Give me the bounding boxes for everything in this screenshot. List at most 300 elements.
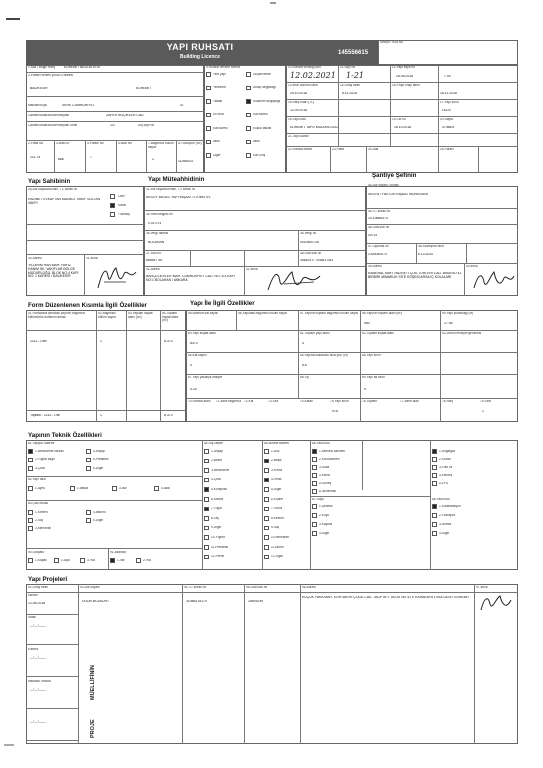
yapi-tarzi-checkbox-1[interactable] bbox=[28, 486, 33, 491]
section-yapi-ozellikleri: Yapı İle İlgili Özellikler bbox=[190, 300, 255, 307]
su-option-4: 4-Diğer bbox=[319, 531, 330, 535]
yapi-harc-label: 78-Harç bbox=[442, 400, 454, 403]
form-col-usage: 51-Ruhsatına alınacak yapının bağımsız bölümünün kullanım amacı bbox=[28, 312, 86, 319]
proj-mimari-tc: 31466378174 bbox=[186, 600, 207, 603]
form-row-units: 1 bbox=[100, 340, 102, 343]
section-sahibi: Yapı Sahibinin bbox=[28, 178, 71, 185]
santiye-oda-label: 46-Oda sicil no bbox=[368, 226, 390, 229]
otopark-checkbox-3[interactable] bbox=[80, 558, 85, 563]
otopark-option-3: 3-Yok bbox=[87, 558, 96, 562]
enerji-option-4: 4-Klima bbox=[319, 473, 330, 477]
ref-label: Seviye / Kod No bbox=[380, 41, 403, 44]
harc-label: 16-Harç tutarı (TL) bbox=[288, 101, 315, 104]
parsel-value: 7 bbox=[90, 156, 92, 159]
dis-cephe-checkbox-5[interactable] bbox=[204, 487, 209, 492]
reason-a-option-5: Kat ilavesi bbox=[213, 126, 228, 130]
yakit-b-option-1: 1-Kanalizasyon bbox=[439, 504, 461, 508]
proj-col-date: 92-Onay tarihi bbox=[28, 586, 49, 589]
harc-value: 12.09.2018 bbox=[290, 109, 307, 112]
proj-type-1: Statik bbox=[28, 616, 36, 619]
isitma-checkbox-11[interactable] bbox=[264, 545, 269, 550]
reason-a-option-6: İlave bbox=[213, 140, 220, 143]
reason-b-checkbox-6[interactable] bbox=[246, 140, 251, 145]
santiye-sozlesme-label: 48-Sözleşme tarihi bbox=[418, 245, 445, 248]
santiye-sozlesme-value: 6.10.2020 bbox=[418, 253, 434, 256]
reason-b-option-3: Kullanım değişikliği bbox=[253, 99, 281, 103]
yapi-tip-label: 68-Tip bbox=[300, 376, 309, 379]
reason-b-option-2: Amaç değişikliği bbox=[253, 86, 276, 89]
sayfa-label: 20-Sayfa bbox=[440, 118, 453, 121]
su-option-1: 1-Şebeke bbox=[319, 504, 333, 508]
yapi-sinif2-label: 79-Sınıf bbox=[480, 400, 492, 403]
reason-a-checkbox-4[interactable] bbox=[206, 113, 211, 118]
reason-a-checkbox-1[interactable] bbox=[206, 72, 211, 77]
yapi-kayit-label: 12-Yapı kayıt no bbox=[392, 66, 415, 69]
asansor-label: 91-Asansör bbox=[110, 551, 127, 554]
yapi-kayit-value: 28.05.2018 bbox=[396, 75, 413, 78]
dis-cephe-option-4: 4-Çelik bbox=[211, 478, 221, 482]
site-label: Cadde/Sokak/Bulvar/Meydan önde bbox=[28, 124, 78, 127]
dis-cephe-checkbox-4[interactable] bbox=[204, 478, 209, 483]
sahibi-adres-value: YILDIRIM HAN MAH. HAFIZ HANIM SK. VAKIFLAR BÖLGE MÜDÜRLÜĞÜ, BLOK NO 4 KAPI NO: 1 KARESİ / BALIKESİR bbox=[28, 264, 79, 279]
yapi-alt-sinif-label: 69-Yapı alt sınıfı bbox=[362, 376, 385, 379]
yakit-b-checkbox-3[interactable] bbox=[432, 522, 437, 527]
isitma-option-5: 5-Diğer bbox=[271, 487, 282, 491]
ruhsat-date-label: 10-Ruhsat verildiği tarih bbox=[288, 66, 322, 69]
enerji-checkbox-3[interactable] bbox=[312, 465, 317, 470]
santiye-diploma-value: 1300050073 bbox=[368, 253, 387, 256]
ozel-label: Özel bbox=[118, 195, 125, 198]
dis-cephe-option-11: 11-Prefabrik bbox=[211, 545, 229, 549]
cadde-value: ZAFER NOÇİKLER CAD. bbox=[106, 114, 145, 117]
yapi-yukseklik-label: 59-Yapı yüksekliği (m) bbox=[442, 312, 474, 315]
cati-ortusu-checkbox-3[interactable] bbox=[28, 526, 33, 531]
reason-b-checkbox-1[interactable] bbox=[246, 72, 251, 77]
cadde-label: Cadde/Sokak/Bulvar/Meydan bbox=[28, 114, 70, 117]
reason-a-checkbox-6[interactable] bbox=[206, 140, 211, 145]
ada-value: EDREMIT BELEDİYESİ bbox=[64, 66, 100, 69]
ada3-label: 24-Ada bbox=[368, 148, 379, 151]
proj-row-divider-3 bbox=[26, 708, 78, 709]
dis-cephe-checkbox-2[interactable] bbox=[204, 459, 209, 464]
yapi-tarzi-label: 82-Yapı tarzı bbox=[28, 478, 47, 481]
reason-b-checkbox-3[interactable] bbox=[246, 99, 251, 104]
yapi-maliyet-label: 67-Yapı yaklaşık maliyet bbox=[188, 376, 223, 379]
yapi-insaat-label: 60-Yapı inşaat alanı bbox=[188, 332, 217, 335]
yapi-sinifi-label: 17-Yapı sınıfı bbox=[440, 101, 459, 104]
enerji-option-2: 2-Kat kaloriferi bbox=[319, 457, 340, 461]
cilt-label: 19-Cilt no bbox=[392, 118, 406, 121]
reason-b-option-1: Güçlendirme bbox=[253, 72, 272, 76]
tasiyici-checkbox-1[interactable] bbox=[28, 449, 33, 454]
isitma-checkbox-4[interactable] bbox=[264, 478, 269, 483]
enerji-checkbox-1[interactable] bbox=[312, 449, 317, 454]
yakit-b-option-3: 3-Arıtma bbox=[439, 522, 452, 526]
reason-a-option-1: Yeni yapı bbox=[213, 72, 226, 76]
kamu-checkbox[interactable] bbox=[110, 203, 115, 208]
santiye-adres-label: 49-Adresi bbox=[368, 265, 382, 268]
sayfa-value: 47/8803 bbox=[442, 126, 455, 129]
onay-date-label: 14-Onay tarihi bbox=[340, 84, 361, 87]
muteahhit-imza-label: 42-İmza bbox=[246, 268, 258, 271]
proj-date-blank-1[interactable]: __/__/____ bbox=[30, 624, 46, 627]
tasiyici-option-6: 6-Diğer bbox=[93, 466, 104, 470]
cati-ortusu-option-2: 2-Saç bbox=[35, 518, 44, 522]
section-teknik: Yapının Teknik Özellikleri bbox=[28, 432, 102, 439]
ada-number-value: 47 bbox=[180, 104, 184, 107]
sahibi-name-value: HAZİNE / EVKAFTAN MAZBUT VAKIF SULTAN VAKFI bbox=[28, 198, 101, 205]
form-row-total: 8.373 bbox=[164, 340, 173, 343]
tasiyici-option-5: 5-Prefabrik bbox=[93, 458, 109, 461]
bagimsiz-value: 1 bbox=[152, 158, 154, 161]
bottom-mark bbox=[4, 744, 14, 746]
yapi-tarzi-option-3: 3-İkiz bbox=[119, 486, 127, 490]
reason-a-option-7: Diğer bbox=[213, 153, 221, 157]
dis-cephe-option-12: 12-Perde bbox=[211, 555, 225, 559]
section-muteahhit: Yapı Müteahhidinin bbox=[148, 176, 205, 183]
tapu-sicil-label: 18-Tapu sicil bbox=[288, 118, 306, 121]
yapi-sinif2-value: 1 bbox=[482, 410, 484, 413]
ozel-checkbox[interactable] bbox=[110, 194, 115, 199]
proj-date-blank-2[interactable]: __/__/____ bbox=[30, 656, 46, 659]
yapi-bodrum-label: 55-Bodrum kat sayısı bbox=[188, 312, 219, 315]
enerji-checkbox-2[interactable] bbox=[312, 457, 317, 462]
form-total-label: Toplam - 1211 - Otel bbox=[30, 414, 61, 417]
reason-a-checkbox-2[interactable] bbox=[206, 86, 211, 91]
ruhsat-reason-label: 9-Ruhsat verilme sebebi bbox=[206, 66, 241, 69]
tasiyici-checkbox-6[interactable] bbox=[86, 466, 91, 471]
dis-cephe-checkbox-10[interactable] bbox=[204, 535, 209, 540]
yakit-a-option-5: 5-LPG bbox=[439, 481, 449, 485]
asansor-checkbox-1[interactable] bbox=[110, 558, 115, 563]
bagimsiz-label: 7-Bağımsız bölüm sayısı bbox=[148, 142, 174, 149]
cati-ortusu-option-5: 5-Diğer bbox=[93, 518, 104, 522]
reason-a-checkbox-7[interactable] bbox=[206, 153, 211, 158]
asansor-checkbox-2[interactable] bbox=[136, 558, 141, 563]
asansor-option-2: 2-Yok bbox=[143, 558, 152, 562]
projeler-table bbox=[26, 584, 518, 744]
mahalle-value: SERE CUMHURİYET bbox=[62, 104, 95, 107]
santiye-name-value: SELENT FAKTÜR İNŞAAT MÜHENDİSİ bbox=[368, 193, 429, 196]
yakit-b-option-2: 2-Fosseptik bbox=[439, 513, 456, 517]
cati-ortusu-option-4: 4-Bitümlü bbox=[93, 510, 107, 514]
isitma-option-6: 6-Kubbe bbox=[271, 497, 284, 501]
yapi-toplam-yapi-label: 61-Toplam yapı alanı bbox=[300, 332, 330, 335]
yakit-a-checkbox-4[interactable] bbox=[432, 473, 437, 478]
page-title: YAPI RUHSATI bbox=[166, 42, 234, 52]
dis-cephe-checkbox-12[interactable] bbox=[204, 555, 209, 560]
yapi-maliyet-value: 3.25 bbox=[190, 388, 197, 391]
enerji-label: 86-Yakıt türü bbox=[312, 442, 331, 445]
isitma-checkbox-10[interactable] bbox=[264, 535, 269, 540]
isitma-checkbox-8[interactable] bbox=[264, 516, 269, 521]
yakit-b-checkbox-4[interactable] bbox=[432, 531, 437, 536]
su-option-3: 3-Kaynak bbox=[319, 522, 333, 526]
santiye-adres-value: KAMERAL MAH. HAZRETİ ÇÖK-TÜRLERİ CAD. BİNA NO 41 BİRBİRİ MİMARLIK SİTE KÖŞESİ ARSA İÇ KOLALARI bbox=[368, 272, 462, 279]
form-total-units: 1 bbox=[100, 414, 102, 417]
tasiyici-checkbox-4[interactable] bbox=[86, 449, 91, 454]
dis-cephe-checkbox-11[interactable] bbox=[204, 545, 209, 550]
yapi-tarzi-option-4: 4-Blok bbox=[161, 486, 171, 490]
isitma-option-11: 11-Bitüm bbox=[271, 545, 284, 549]
su-label: 87-Suyu bbox=[312, 498, 324, 501]
yapi-tarzi-checkbox-4[interactable] bbox=[154, 486, 159, 491]
yapi-sinifi-label: 75-Yapı sınıfı bbox=[330, 400, 349, 403]
proj-date-blank-3[interactable]: __/__/____ bbox=[30, 688, 46, 691]
yapi-ruhsat-alani-label: 70-Ruhsat alanı bbox=[188, 400, 211, 403]
yapi-kat-label: 72-Kat bbox=[244, 400, 254, 403]
isitma-option-10: 10-Membran bbox=[271, 535, 290, 539]
ada2-label: 3-Ada No bbox=[56, 142, 70, 145]
reason-a-checkbox-5[interactable] bbox=[206, 126, 211, 131]
otopark-option-2: 2-Açık bbox=[61, 558, 71, 562]
su-checkbox-4[interactable] bbox=[312, 531, 317, 536]
dis-cephe-checkbox-1[interactable] bbox=[204, 449, 209, 454]
dis-cephe-option-5: 5-Kompozit bbox=[211, 487, 228, 491]
sahibi-imza-label: 31-İmza bbox=[86, 257, 98, 260]
otopark-checkbox-1[interactable] bbox=[28, 558, 33, 563]
reason-b-checkbox-7[interactable] bbox=[246, 153, 251, 158]
proj-col-imza: 97-İmza bbox=[476, 586, 488, 589]
dis-cephe-label: 84-Dış cephe bbox=[204, 442, 223, 445]
yapi-kayit-value-2: 7.00 bbox=[444, 75, 451, 78]
parsel2-label: 25-Parsel bbox=[440, 148, 454, 151]
kap-label: Dış kapı no bbox=[138, 124, 155, 127]
su-checkbox-2[interactable] bbox=[312, 513, 317, 518]
otopark-checkbox-2[interactable] bbox=[54, 558, 59, 563]
yapi-sinifi-value: LKDV bbox=[442, 109, 451, 112]
santiye-name-label: 44-Adı soyadı, unvanı bbox=[368, 184, 400, 187]
proj-row-divider-4 bbox=[26, 740, 78, 741]
sicil-value: 885557 98 bbox=[146, 259, 163, 262]
kat-label: 5-Blok No bbox=[118, 142, 132, 145]
isitma-checkbox-12[interactable] bbox=[264, 555, 269, 560]
yapi-sinifi-value: IV-A bbox=[332, 410, 339, 413]
tasiyici-checkbox-3[interactable] bbox=[28, 466, 33, 471]
kamu-label: Kamu bbox=[118, 204, 127, 207]
sahibi-name-label: 28-Adı soyadı/unvanı, TC kimlik no bbox=[28, 188, 78, 191]
yakit-a-checkbox-5[interactable] bbox=[432, 481, 437, 486]
dis-cephe-option-7: 7-Tuğla bbox=[211, 507, 222, 511]
vergi-no-label: 36-Vergi no bbox=[300, 232, 317, 235]
enerji-option-5: 5-Güneş bbox=[319, 481, 332, 485]
ruhsat-bedeli-label: 22-Ruhsat bedeli bbox=[288, 148, 313, 151]
sahibi-adres-label: 30-Adresi bbox=[28, 257, 42, 260]
section-santiye: Şantiye Şefinin bbox=[372, 172, 417, 179]
dis-cephe-checkbox-7[interactable] bbox=[204, 507, 209, 512]
isitma-option-8: 8-Kiremit bbox=[271, 516, 284, 520]
cati-ortusu-option-1: 1-Kiremit bbox=[35, 510, 48, 514]
muteahhit-oda-value: 3584297/ 7538417/83 bbox=[300, 259, 333, 262]
yakit-a-checkbox-1[interactable] bbox=[432, 449, 437, 454]
dis-cephe-option-10: 10-Yığma bbox=[211, 535, 225, 539]
enerji-option-1: 1-Merkezi kalorifer bbox=[319, 449, 346, 453]
proj-col-name: 93-Adı soyadı bbox=[80, 586, 100, 589]
location-block bbox=[26, 65, 204, 173]
sicil-label: 37-Sicil no bbox=[146, 252, 161, 255]
yuzolcum-value: 11268914 bbox=[178, 160, 193, 163]
yakit-a-option-3: 3-Fuel oil bbox=[439, 465, 453, 469]
yapi-tarzi-option-1: 1-Ayrık bbox=[35, 486, 46, 490]
reason-b-checkbox-4[interactable] bbox=[246, 113, 251, 118]
su-checkbox-3[interactable] bbox=[312, 522, 317, 527]
cati-ortusu-checkbox-2[interactable] bbox=[28, 518, 33, 523]
muteahhit-oda-label: 38-Oda sicil no bbox=[300, 252, 322, 255]
yakit-b-checkbox-1[interactable] bbox=[432, 504, 437, 509]
santiye-imza-label: 50-İmza bbox=[466, 265, 478, 268]
proj-mimari-name: UĞUR BOZKURT bbox=[82, 600, 110, 603]
dis-cephe-option-3: 3-Betonarme bbox=[211, 468, 230, 472]
yetki-value: 0.01.974 bbox=[148, 222, 162, 225]
proj-col-addr: 96-Adresi bbox=[302, 586, 316, 589]
dis-cephe-option-9: 9-Diğer bbox=[211, 526, 222, 530]
yapi-birim-label: 77-Birim alan bbox=[400, 400, 419, 403]
cati-ortusu-label: 83-Çatı örtüsü bbox=[28, 502, 49, 505]
isitma-checkbox-3[interactable] bbox=[264, 468, 269, 473]
form-col-units: 52-Bağımsız bölüm sayısı bbox=[98, 312, 116, 319]
isitma-checkbox-1[interactable] bbox=[264, 449, 269, 454]
yakit-a-checkbox-3[interactable] bbox=[432, 465, 437, 470]
cati-ortusu-checkbox-4[interactable] bbox=[86, 510, 91, 515]
cati-ortusu-checkbox-1[interactable] bbox=[28, 510, 33, 515]
yapi-kat-sayisi-value: 0 bbox=[190, 364, 192, 367]
muteahhit-name-label: 32-Adı soyadı/unvanı, TC kimlik no bbox=[146, 188, 196, 191]
isitma-option-2: 2-Beşik bbox=[271, 459, 282, 463]
isinma-label: 85-Isınma sistemi bbox=[264, 442, 289, 445]
proj-row-divider-1 bbox=[26, 644, 78, 645]
proj-col-tc: 94-TC kimlik no bbox=[184, 586, 207, 589]
form-col-total: 54-Toplam inşaat alanı (m²) bbox=[162, 312, 179, 323]
yapi-toplam-alan-value: 460 bbox=[364, 322, 370, 325]
muteahhit-signature bbox=[264, 268, 324, 294]
yapi-ilave-label: 71-İlave bağımsız bbox=[216, 400, 242, 403]
proj-type-2: Elektrik bbox=[28, 648, 39, 651]
dis-cephe-checkbox-3[interactable] bbox=[204, 468, 209, 473]
su-option-2: 2-Kuyu bbox=[319, 513, 330, 517]
yapi-bina-yuk-label: 65-Yapıda kullanılan bina yük. (m) bbox=[300, 354, 349, 357]
tasiyici-checkbox-5[interactable] bbox=[86, 458, 91, 463]
tasiyici-option-4: 4-Ahşap bbox=[93, 449, 105, 453]
reason-a-checkbox-3[interactable] bbox=[206, 99, 211, 104]
isitma-checkbox-9[interactable] bbox=[264, 526, 269, 531]
enerji-checkbox-4[interactable] bbox=[312, 473, 317, 478]
isitma-option-3: 3-Kırma bbox=[271, 468, 283, 472]
yakit-a-option-4: 4-Elektrik bbox=[439, 473, 453, 477]
yakit-a-checkbox-2[interactable] bbox=[432, 457, 437, 462]
dis-cephe-checkbox-6[interactable] bbox=[204, 497, 209, 502]
su-checkbox-1[interactable] bbox=[312, 504, 317, 509]
yakit-a-option-2: 2-Kömür bbox=[439, 457, 452, 461]
isitma-checkbox-5[interactable] bbox=[264, 487, 269, 492]
page-subtitle: Building Licence bbox=[179, 54, 220, 60]
isitma-checkbox-7[interactable] bbox=[264, 507, 269, 512]
reason-b-option-6: İlave bbox=[253, 140, 260, 143]
reason-b-option-7: Kat Giriş bbox=[253, 153, 266, 157]
cilt-value: 18.10.2018 bbox=[394, 126, 411, 129]
yapi-yukseklik-value: 17.55 bbox=[444, 322, 453, 325]
isitma-checkbox-2[interactable] bbox=[264, 459, 269, 464]
dis-cephe-option-1: 1-Ahşap bbox=[211, 449, 223, 453]
mahalle-label: Mahalle/Köyü bbox=[28, 104, 48, 107]
isitma-checkbox-6[interactable] bbox=[264, 497, 269, 502]
asansor-option-1: 1-Var bbox=[117, 558, 125, 562]
vergi-dairesi-value: BOLAHAN bbox=[148, 241, 165, 244]
yapi-kalan-label: 74-Kalan bbox=[300, 400, 313, 403]
cati-ortusu-option-3: 3-Membran bbox=[35, 526, 52, 530]
muteahhit-adres-value: BAHÇELİEVLER MAH. CUMHURİYET CAD. NO: 2/3 KAPI NO:1 BOLAHAN / ANKARA bbox=[146, 275, 235, 282]
enerji-option-3: 3-Soba bbox=[319, 465, 330, 469]
form-total-area: 8.373 bbox=[164, 414, 173, 417]
yakit-b-checkbox-2[interactable] bbox=[432, 513, 437, 518]
tuzel-checkbox[interactable] bbox=[110, 212, 115, 217]
dis-cephe-option-6: 6-Karma bbox=[211, 497, 224, 501]
yapi-toplam-bagimsiz-label: 57-Yapının toplam bağımsız bölüm sayısı bbox=[300, 312, 359, 315]
tasiyici-option-3: 3-Çelik bbox=[35, 466, 45, 470]
proj-mimari-label: Mimari bbox=[28, 594, 38, 597]
yapi-toplam-label: 76-Toplam bbox=[362, 400, 377, 403]
pafta-value: 211-78 bbox=[30, 156, 41, 159]
reason-b-checkbox-5[interactable] bbox=[246, 126, 251, 131]
imar-date-label: 13-İmar durumu tarihi bbox=[288, 84, 319, 87]
tasiyici-option-1: 1-Betonarme karkas bbox=[35, 449, 64, 453]
yapi-bina-yuk-value: 6.8 bbox=[302, 364, 307, 367]
yapi-kat-sayisi-label: 64-Kat sayısı bbox=[188, 354, 207, 357]
vertical-label-proje: PROJE bbox=[90, 719, 96, 738]
reason-b-checkbox-2[interactable] bbox=[246, 86, 251, 91]
yapi-sira-label: 73-Sıra bbox=[268, 400, 279, 403]
vergi-no-value: 0010500726 bbox=[300, 241, 319, 244]
isitma-option-7: 7-Tonoz bbox=[271, 507, 283, 511]
tasiyici-label: 81-Taşıyıcı sistemi bbox=[28, 442, 55, 445]
yapi-tarzi-checkbox-2[interactable] bbox=[70, 486, 75, 491]
isitma-option-12: 12-Diğer bbox=[271, 555, 284, 559]
ilce-value: EDREMİT bbox=[136, 87, 152, 90]
dis-cephe-checkbox-9[interactable] bbox=[204, 526, 209, 531]
yapi-tarzi-checkbox-3[interactable] bbox=[112, 486, 117, 491]
reason-a-option-4: Ek bina bbox=[213, 113, 224, 116]
enerji-option-6: 6-Jeotermal bbox=[319, 489, 336, 493]
reason-a-option-2: Yenileme bbox=[213, 86, 226, 89]
proj-row-divider-2 bbox=[26, 676, 78, 677]
enerji-checkbox-6[interactable] bbox=[312, 489, 317, 494]
vertical-label-muellif: MÜELLİFİNİN bbox=[90, 665, 96, 700]
yapi-toplam-yapi-value: 4 bbox=[302, 342, 304, 345]
top-edge-mark bbox=[270, 2, 276, 4]
tapu-sahibi-label: 21-Tapu sahibi bbox=[288, 135, 309, 138]
santiye-diploma-label: 47-Diploma no bbox=[368, 245, 389, 248]
enerji-checkbox-5[interactable] bbox=[312, 481, 317, 486]
otopark-option-1: 1-Kapalı bbox=[35, 558, 47, 562]
ruhsat-number-label: 11-Sayı no bbox=[340, 66, 356, 69]
section-form: Form Düzenlenen Kısımla İlgili Özellikler bbox=[28, 302, 147, 309]
proj-date-blank-4[interactable]: __/__/____ bbox=[30, 720, 46, 723]
tasiyici-checkbox-2[interactable] bbox=[28, 458, 33, 463]
onay-date-value: 6.11.2018 bbox=[342, 92, 357, 95]
reason-b-option-5: Küçük tadilat bbox=[253, 126, 272, 130]
dis-cephe-option-8: 8-Taş bbox=[211, 516, 219, 520]
dis-cephe-checkbox-8[interactable] bbox=[204, 516, 209, 521]
santiye-signature bbox=[470, 268, 516, 294]
yapi-bagimsiz-label: 56-Yapıdaki bağımsız bölüm sayısı bbox=[238, 312, 288, 315]
proj-mimari-addr: KÜÇÜK YAKA MAH. KORTAKOR ÇÖDÜ CAD. TALİP APT. BLOK NO 41 E KARAKAYA 1 BÖLGESİ / EDREMİT bbox=[302, 596, 470, 599]
form-col-area: 53-Yapılan inşaat alanı (m²) bbox=[128, 312, 153, 319]
muteahhit-name-value: AKSOY BİLGEL YAPI İNŞAAT OTOMOTİV bbox=[146, 196, 211, 199]
muteahhit-adres-label: 41-Adresi bbox=[146, 268, 160, 271]
cati-ortusu-checkbox-5[interactable] bbox=[86, 518, 91, 523]
yapi-insaat-value: 8373 bbox=[190, 342, 198, 345]
isitma-option-1: 1-Düz bbox=[271, 449, 280, 453]
proj-mimari-oda: 25691049 bbox=[248, 600, 264, 603]
